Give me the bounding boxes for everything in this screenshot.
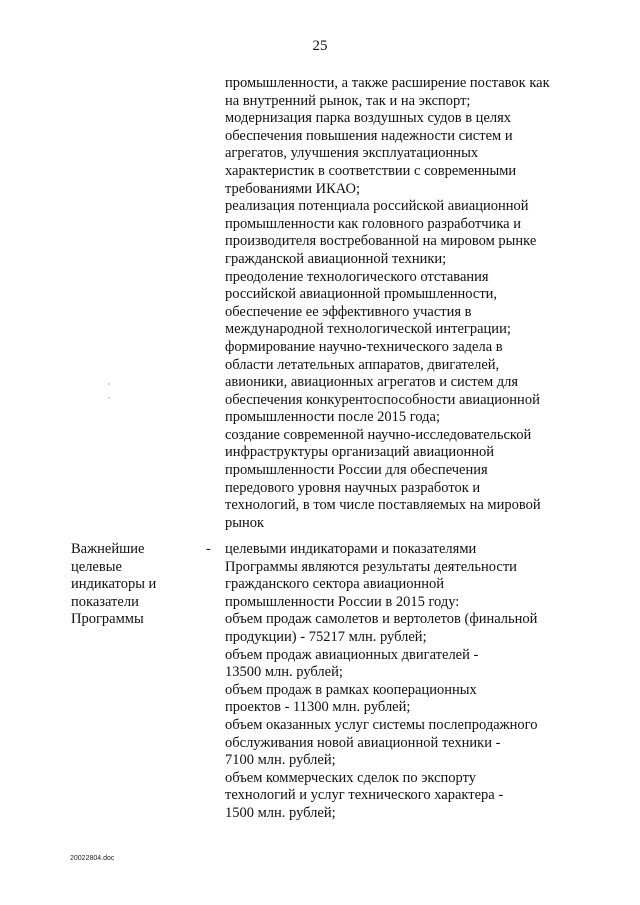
text-line: обеспечения конкурентоспособности авиационной <box>225 391 540 408</box>
text-line: модернизация парка воздушных судов в целях <box>225 110 512 127</box>
text-line: гражданского сектора авиационной <box>225 576 445 593</box>
text-line: 1500 млн. рублей; <box>225 804 336 821</box>
text-line: российской авиационной промышленности, <box>225 286 498 303</box>
text-line: преодоление технологического отставания <box>225 268 489 285</box>
text-line: промышленности России в 2015 году: <box>225 593 460 610</box>
text-line: области летательных аппаратов, двигателей, <box>225 356 500 373</box>
text-line: обеспечение ее эффективного участия в <box>225 303 472 320</box>
text-line: рынок <box>225 514 265 531</box>
page-number: 25 <box>312 38 328 54</box>
indicators-text <box>225 541 625 823</box>
text-line: промышленности, а также расширение поставок как <box>225 75 550 91</box>
text-line: объем продаж в рамках кооперационных <box>225 681 477 698</box>
text-line: гражданской авиационной техники; <box>225 250 447 267</box>
text-line: требованиями ИКАО; <box>225 180 361 197</box>
text-line: передового уровня научных разработок и <box>225 479 481 496</box>
text-line: реализация потенциала российской авиационной <box>225 198 529 215</box>
label-line: Программы <box>71 611 144 628</box>
text-line: обслуживания новой авиационной техники - <box>225 734 501 751</box>
text-line: объем продаж авиационных двигателей - <box>225 646 479 663</box>
text-line: характеристик в соответствии с современными <box>225 162 517 179</box>
text-line: международной технологической интеграции; <box>225 321 511 338</box>
text-line: технологий и услуг технического характера - <box>225 787 504 804</box>
text-line: авионики, авиационных агрегатов и систем для <box>225 374 519 391</box>
label-line: Важнейшие <box>71 541 145 557</box>
section-dash: - <box>206 541 211 557</box>
text-line: формирование научно-технического задела в <box>225 338 503 355</box>
text-line: агрегатов, улучшения эксплуатационных <box>225 145 479 162</box>
text-line: объем оказанных услуг системы послепродажного <box>225 716 538 733</box>
text-line: 7100 млн. рублей; <box>225 752 336 769</box>
scan-speck <box>108 383 110 385</box>
text-line: создание современной научно-исследовательской <box>225 426 532 443</box>
goals-continuation-text <box>225 75 625 532</box>
text-line: продукции) - 75217 млн. рублей; <box>225 628 427 645</box>
text-line: Программы являются результаты деятельности <box>225 558 517 575</box>
text-line: объем коммерческих сделок по экспорту <box>225 769 477 786</box>
text-line: инфраструктуры организаций авиационной <box>225 444 494 461</box>
text-line: объем продаж самолетов и вертолетов (финальной <box>225 611 538 628</box>
text-line: промышленности России для обеспечения <box>225 462 488 479</box>
text-line: на внутренний рынок, так и на экспорт; <box>225 92 471 109</box>
text-line: промышленности после 2015 года; <box>225 409 441 426</box>
text-line: промышленности как головного разработчика и <box>225 215 521 232</box>
footer-filename: 20022804.doc <box>70 855 115 862</box>
label-line: показатели <box>71 593 139 610</box>
text-line: производителя востребованной на мировом рынке <box>225 233 537 250</box>
text-line: обеспечения повышения надежности систем и <box>225 127 513 144</box>
label-line: индикаторы и <box>71 576 157 593</box>
text-line: проектов - 11300 млн. рублей; <box>225 699 411 716</box>
section-label <box>71 541 201 629</box>
text-line: целевыми индикаторами и показателями <box>225 541 477 557</box>
text-line: 13500 млн. рублей; <box>225 664 343 681</box>
text-line: технологий, в том числе поставляемых на мировой <box>225 497 541 514</box>
scan-speck <box>108 397 110 399</box>
label-line: целевые <box>71 558 122 575</box>
